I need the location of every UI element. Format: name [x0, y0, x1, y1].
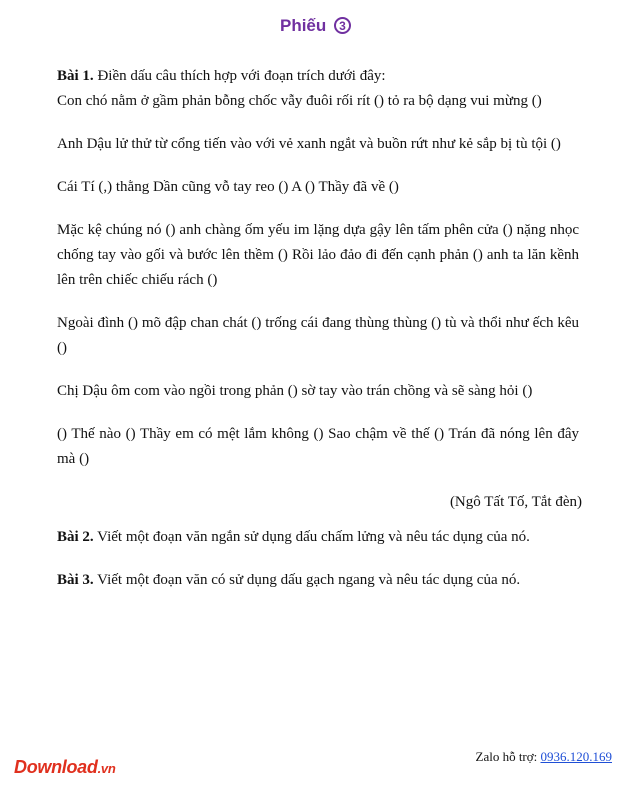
zalo-phone-link[interactable]: 0936.120.169: [540, 749, 612, 764]
passage-1: Con chó nằm ở gầm phản bỗng chốc vẫy đuôi rối rít () tỏ ra bộ dạng vui mừng (): [57, 93, 542, 109]
exercise-2-label: Bài 2.: [57, 529, 94, 545]
passage-2: Anh Dậu lử thử từ cổng tiến vào với vẻ xanh ngắt và buồn rứt như kẻ sắp bị tù tội (): [57, 136, 561, 152]
exercise-1-instruction: [57, 64, 579, 89]
exercise-1-instruction-text: Điền dấu câu thích hợp với đoạn trích dưới đây:: [97, 68, 386, 84]
download-vn-logo[interactable]: [14, 757, 115, 778]
passage-4: Mặc kệ chúng nó () anh chàng ốm yếu im lặng dựa gậy lên tấm phên cửa () nặng nhọc chống tay vào gối và bước lên thềm () Rồi lảo đảo đi đến cạnh phản () anh ta lăn kềnh lên trên chiếc chiếu rách (): [57, 222, 579, 288]
logo-tld-text: .vn: [97, 761, 116, 776]
logo-main-text: Download: [14, 757, 98, 777]
passage-3: Cái Tí (,) thằng Dần cũng vỗ tay reo () A () Thầy đã về (): [57, 179, 399, 195]
passage-6: Chị Dậu ôm com vào ngồi trong phản () sờ tay vào trán chồng và sẽ sàng hỏi (): [57, 383, 533, 399]
passage-5: Ngoài đình () mõ đập chan chát () trống cái đang thùng thùng () tù và thổi như ếch kêu (): [57, 315, 579, 356]
zalo-support: [476, 749, 613, 765]
exercise-3-label: Bài 3.: [57, 572, 94, 588]
exercise-1-label: Bài 1.: [57, 68, 94, 84]
zalo-label: Zalo hỗ trợ:: [475, 749, 538, 764]
worksheet-body: [57, 64, 582, 593]
page-title: [0, 16, 631, 36]
exercise-2-text: Viết một đoạn văn ngắn sử dụng dấu chấm lửng và nêu tác dụng của nó.: [97, 529, 530, 545]
circled-number: 3: [334, 17, 351, 34]
exercise-2: [57, 525, 579, 550]
exercise-3-text: Viết một đoạn văn có sử dụng dấu gạch ngang và nêu tác dụng của nó.: [97, 572, 521, 588]
title-text: Phiếu: [279, 16, 327, 35]
passage-7: () Thế nào () Thầy em có mệt lắm không () Sao chậm về thế () Trán đã nóng lên đây mà (): [57, 426, 579, 467]
exercise-3: [57, 568, 579, 593]
citation: (Ngô Tất Tố, Tắt đèn): [449, 494, 582, 510]
